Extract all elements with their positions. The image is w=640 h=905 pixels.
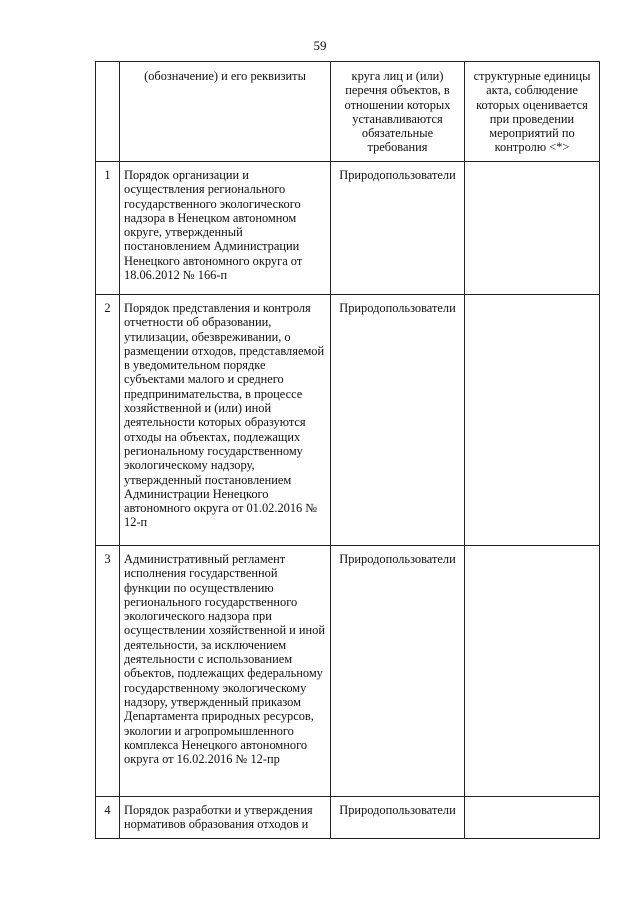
- row-name-cell: [120, 546, 331, 797]
- row-units: [465, 162, 599, 174]
- row-units: [465, 797, 599, 809]
- header-name-text: (обозначение) и его реквизиты: [144, 69, 306, 83]
- row-num-cell: [96, 295, 120, 546]
- header-units-cell: [465, 62, 600, 162]
- header-units-text: структурные единицы акта, соблюдение которых оценивается при проведении мероприятий по контролю <*>: [473, 69, 591, 155]
- row-subjects-cell: [331, 295, 465, 546]
- row-units: [465, 546, 599, 558]
- table-row: [96, 546, 600, 797]
- row-subjects-cell: [331, 546, 465, 797]
- row-num-cell: [96, 162, 120, 295]
- row-units-cell: [465, 162, 600, 295]
- row-subjects-cell: [331, 797, 465, 839]
- regulations-table: [95, 61, 600, 839]
- table-header-row: [96, 62, 600, 162]
- row-num-cell: [96, 546, 120, 797]
- row-subjects-cell: [331, 162, 465, 295]
- table-row: [96, 797, 600, 839]
- row-name: Порядок организации и осуществления регионального государственного экологического надзора в Ненецком автономном округе, утвержденный постановлением Администрации Ненецкого автономного округа от 18.06.2012 № 166-п: [124, 168, 303, 283]
- table-row: [96, 295, 600, 546]
- row-units-cell: [465, 295, 600, 546]
- row-num: 3: [104, 552, 111, 566]
- header-subjects-text: круга лиц и (или) перечня объектов, в отношении которых устанавливаются обязательные требования: [344, 69, 451, 155]
- row-units: [465, 295, 599, 307]
- row-name: Порядок представления и контроля отчетности об образовании, утилизации, обезвреживании, о размещении отходов, представляемой в уведомительном порядке субъектами малого и среднего предпринимательства, в процессе хозяйственной и (или) иной деятельности которых образуются отходы на объектах, подлежащих региональному государственному экологическому надзору, утвержденный постановлением Администрации Ненецкого автономного округа от 01.02.2016 № 12-п: [124, 301, 325, 530]
- table-row: [96, 162, 600, 295]
- row-name-cell: [120, 162, 331, 295]
- header-name-cell: [120, 62, 331, 162]
- row-subjects: Природопользователи: [339, 803, 456, 817]
- row-units-cell: [465, 546, 600, 797]
- row-num-cell: [96, 797, 120, 839]
- row-num: 4: [104, 803, 111, 817]
- page-number: 59: [313, 38, 327, 53]
- row-num: 2: [104, 301, 111, 315]
- row-num: 1: [104, 168, 111, 182]
- row-name: Административный регламент исполнения государственной функции по осуществлению регионального государственного экологического надзора при осуществлении хозяйственной и иной деятельности, за исключением деятельности с использованием объектов, подлежащих федеральному государственному экологическому надзору, утвержденный приказом Департамента природных ресурсов, экологии и агропромышленного комплекса Ненецкого автономного округа от 16.02.2016 № 12-пр: [124, 552, 325, 767]
- row-units-cell: [465, 797, 600, 839]
- row-name-cell: [120, 295, 331, 546]
- header-num-cell: [96, 62, 120, 162]
- header-subjects-cell: [331, 62, 465, 162]
- row-name-cell: [120, 797, 331, 839]
- row-name: Порядок разработки и утверждения нормативов образования отходов и: [124, 803, 313, 832]
- row-subjects: Природопользователи: [339, 552, 456, 566]
- row-subjects: Природопользователи: [339, 301, 456, 315]
- row-subjects: Природопользователи: [339, 168, 456, 182]
